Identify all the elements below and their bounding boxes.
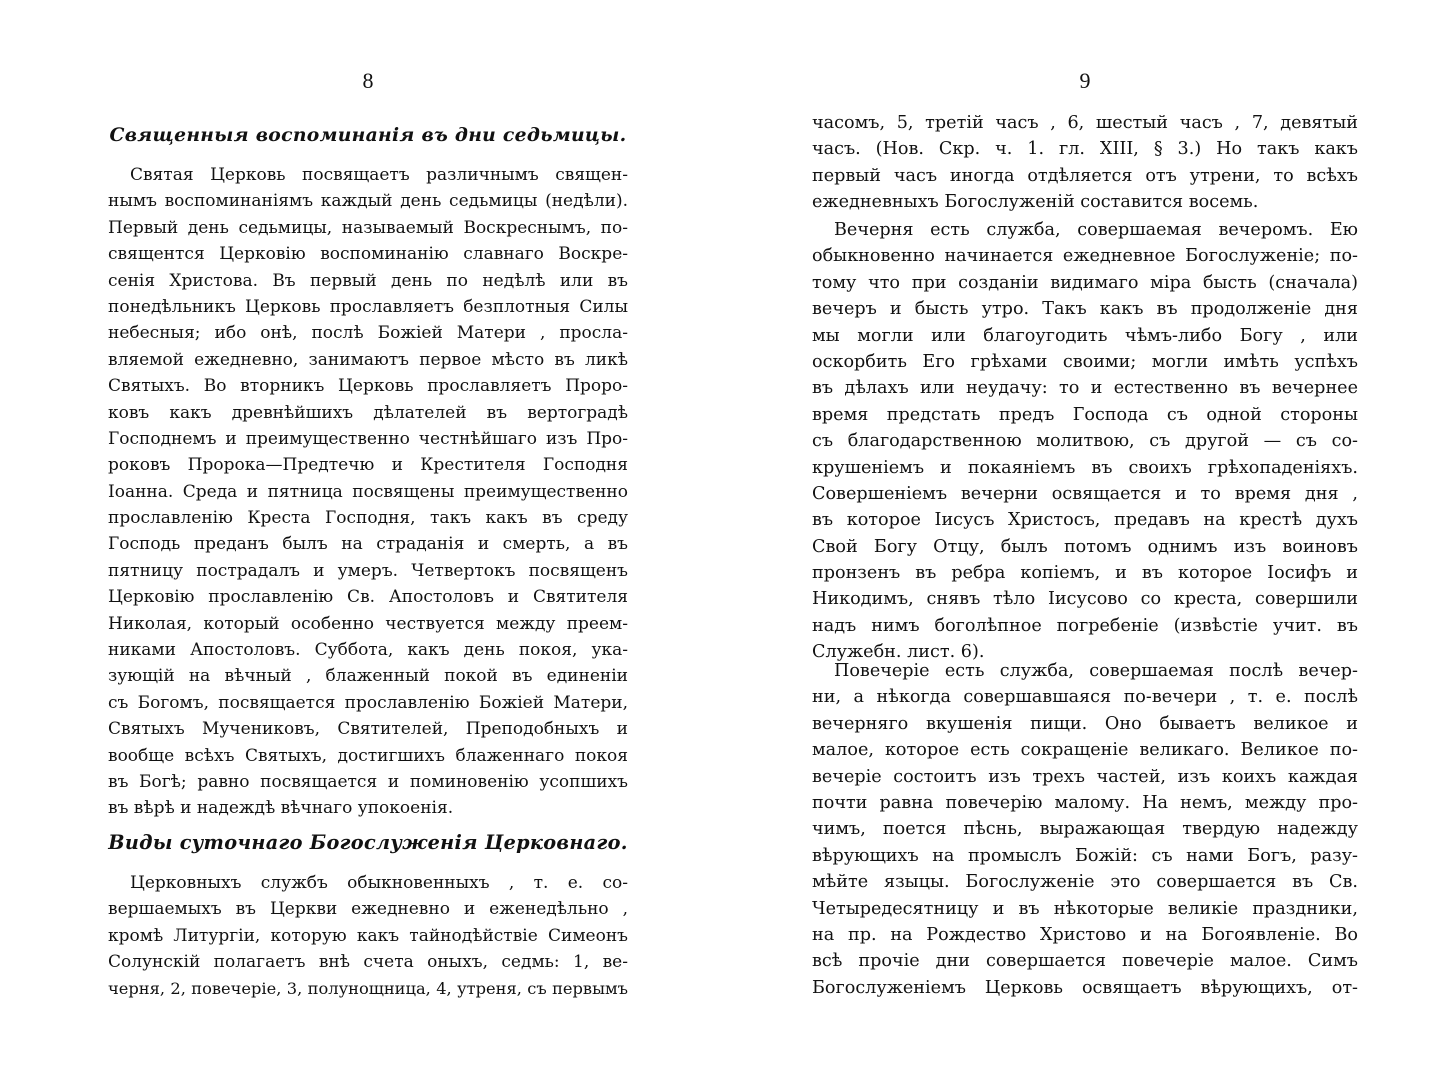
text-line: мѣйте языцы. Богослуженіе это совершается въ Св. (812, 872, 1358, 893)
text-line: ежедневныхъ Богослуженій составится восемь. (812, 192, 1259, 213)
text-line: Солунскій полагаетъ внѣ счета оныхъ, седмь: 1, ве- (108, 952, 628, 973)
page-number-right: 9 (1079, 68, 1091, 93)
text-line: первый часъ иногда отдѣляется отъ утрени, то всѣхъ (812, 165, 1358, 186)
text-line: кромѣ Литургіи, которую какъ тайнодѣйствіе Симеонъ (108, 925, 628, 946)
vespers-paragraph (812, 217, 1358, 666)
text-line: обыкновенно начинается ежедневное Богослуженіе; по- (812, 246, 1358, 267)
text-line: крушеніемъ и покаяніемъ въ своихъ грѣхопаденіяхъ. (812, 457, 1358, 478)
text-line: время предстать предъ Господа съ одной стороны (812, 404, 1358, 425)
text-line: Свой Богу Отцу, былъ потомъ однимъ изъ воиновъ (812, 536, 1358, 557)
text-line: вечеріе состоитъ изъ трехъ частей, изъ коихъ каждая (812, 766, 1358, 787)
text-line: Никодимъ, снявъ тѣло Іисусово со креста, совершили (812, 589, 1358, 610)
weekly-commemorations-paragraph (108, 162, 628, 822)
text-line: тому что при созданіи видимаго міра бысть (сначала) (812, 272, 1358, 293)
text-line: Господнемъ и преимущественно честнѣйшаго изъ Про- (108, 428, 628, 449)
page-number-left: 8 (362, 68, 374, 93)
text-line: вляемой ежедневно, занимаютъ первое мѣсто въ ликѣ (108, 349, 628, 370)
text-line: Николая, который особенно чествуется между преем- (108, 613, 628, 634)
text-line: пронзенъ въ ребра копіемъ, и въ которое Іосифъ и (812, 563, 1358, 584)
text-line: Церковію прославленію Св. Апостоловъ и Святителя (108, 587, 628, 608)
text-line: Святыхъ. Во вторникъ Церковь прославляетъ Проро- (108, 376, 628, 397)
section-heading-daily-services: Виды суточнаго Богослуженія Церковнаго. (108, 831, 628, 854)
text-line: вѣрующихъ на промыслъ Божій: съ нами Богъ, разу- (812, 845, 1358, 866)
text-line: въ дѣлахъ или неудачу: то и естественно въ вечернее (812, 378, 1358, 399)
text-line: небесныя; ибо онѣ, послѣ Божіей Матери , просла- (108, 323, 628, 344)
text-line: съ Богомъ, посвящается прославленію Божіей Матери, (108, 692, 628, 713)
text-line: въ вѣрѣ и надеждѣ вѣчнаго упокоенія. (108, 798, 454, 819)
compline-paragraph (812, 658, 1358, 1001)
services-count-continuation (812, 110, 1358, 216)
right-page (812, 0, 1358, 1080)
text-line: на пр. на Рождество Христово и на Богоявленіе. Во (812, 924, 1358, 945)
section-heading-weekly-commemorations: Священныя воспоминанія въ дни седьмицы. (109, 124, 627, 146)
text-line: часъ. (Нов. Скр. ч. 1. гл. XIII, § 3.) Но такъ какъ (812, 139, 1358, 160)
text-line: съ благодарственною молитвою, съ другой — съ со- (812, 431, 1358, 452)
text-line: Первый день седьмицы, называемый Воскреснымъ, по- (108, 217, 628, 238)
text-line: Вечерня есть служба, совершаемая вечеромъ. Ею (834, 220, 1358, 240)
text-line: въ Богѣ; равно посвящается и поминовенію усопшихъ (108, 771, 628, 792)
text-line: пятницу пострадалъ и умеръ. Четвертокъ посвященъ (108, 560, 628, 581)
left-page (108, 0, 628, 1080)
text-line: роковъ Пророка—Предтечю и Крестителя Господня (108, 455, 628, 476)
text-line: ковъ какъ древнѣйшихъ дѣлателей въ вертоградѣ (108, 402, 628, 423)
text-line: священтся Церковію воспоминанію славнаго Воскре- (108, 244, 628, 265)
text-line: Повечеріе есть служба, совершаемая послѣ вечер- (834, 661, 1358, 681)
text-line: мы могли или благоугодить чѣмъ-либо Богу , или (812, 325, 1358, 346)
text-line: вершаемыхъ въ Церкви ежедневно и еженедѣльно , (108, 899, 628, 920)
text-line: нымъ воспоминаніямъ каждый день седьмицы (недѣли). (108, 191, 628, 212)
text-line: почти равна повечерію малому. На немъ, между про- (812, 792, 1358, 813)
text-line: Святая Церковь посвящаетъ различнымъ священ- (130, 165, 628, 185)
text-line: Святыхъ Мучениковъ, Святителей, Преподобныхъ и (108, 719, 628, 740)
text-line: Іоанна. Среда и пятница посвящены преимущественно (108, 481, 628, 502)
text-line: малое, которое есть сокращеніе великаго. Великое по- (812, 740, 1358, 761)
text-line: Церковныхъ службъ обыкновенныхъ , т. е. со- (130, 873, 628, 893)
text-line: Господь преданъ былъ на страданія и смерть, а въ (108, 534, 628, 555)
text-line: оскорбить Его грѣхами своими; могли имѣть успѣхъ (812, 351, 1358, 372)
text-line: чимъ, поется пѣснь, выражающая твердую надежду (812, 819, 1358, 840)
text-line: черня, 2, повечеріе, 3, полунощница, 4, утреня, съ первымъ (108, 978, 628, 998)
text-line: сенія Христова. Въ первый день по недѣлѣ или въ (108, 270, 628, 291)
text-line: прославленію Креста Господня, такъ какъ въ среду (108, 508, 628, 529)
daily-services-paragraph (108, 870, 628, 1002)
text-line: понедѣльникъ Церковь прославляетъ безплотныя Силы (108, 296, 628, 317)
text-line: надъ нимъ боголѣпное погребеніе (извѣстіе учит. въ (812, 615, 1358, 636)
text-line: Служебн. лист. 6). (812, 642, 985, 663)
text-line: часомъ, 5, третій часъ , 6, шестый часъ , 7, девятый (812, 113, 1358, 133)
text-line: Богослуженіемъ Церковь освящаетъ вѣрующихъ, от- (812, 977, 1358, 998)
text-line: Четыредесятницу и въ нѣкоторые великіе праздники, (812, 898, 1358, 919)
text-line: всѣ прочіе дни совершается повечеріе малое. Симъ (812, 951, 1358, 972)
text-line: въ которое Іисусъ Христосъ, предавъ на крестѣ духъ (812, 510, 1358, 531)
text-line: никами Апостоловъ. Суббота, какъ день покоя, ука- (108, 640, 628, 661)
text-line: вечерняго вкушенія пищи. Оно бываетъ великое и (812, 713, 1358, 734)
text-line: вообще всѣхъ Святыхъ, достигшихъ блаженнаго покоя (108, 745, 628, 766)
text-line: вечеръ и бысть утро. Такъ какъ въ продолженіе дня (812, 299, 1358, 320)
text-line: зующій на вѣчный , блаженный покой въ единеніи (108, 666, 628, 687)
text-line: ни, а нѣкогда совершавшаяся по-вечери , т. е. послѣ (812, 687, 1358, 708)
text-line: Совершеніемъ вечерни освящается и то время дня , (812, 483, 1358, 504)
